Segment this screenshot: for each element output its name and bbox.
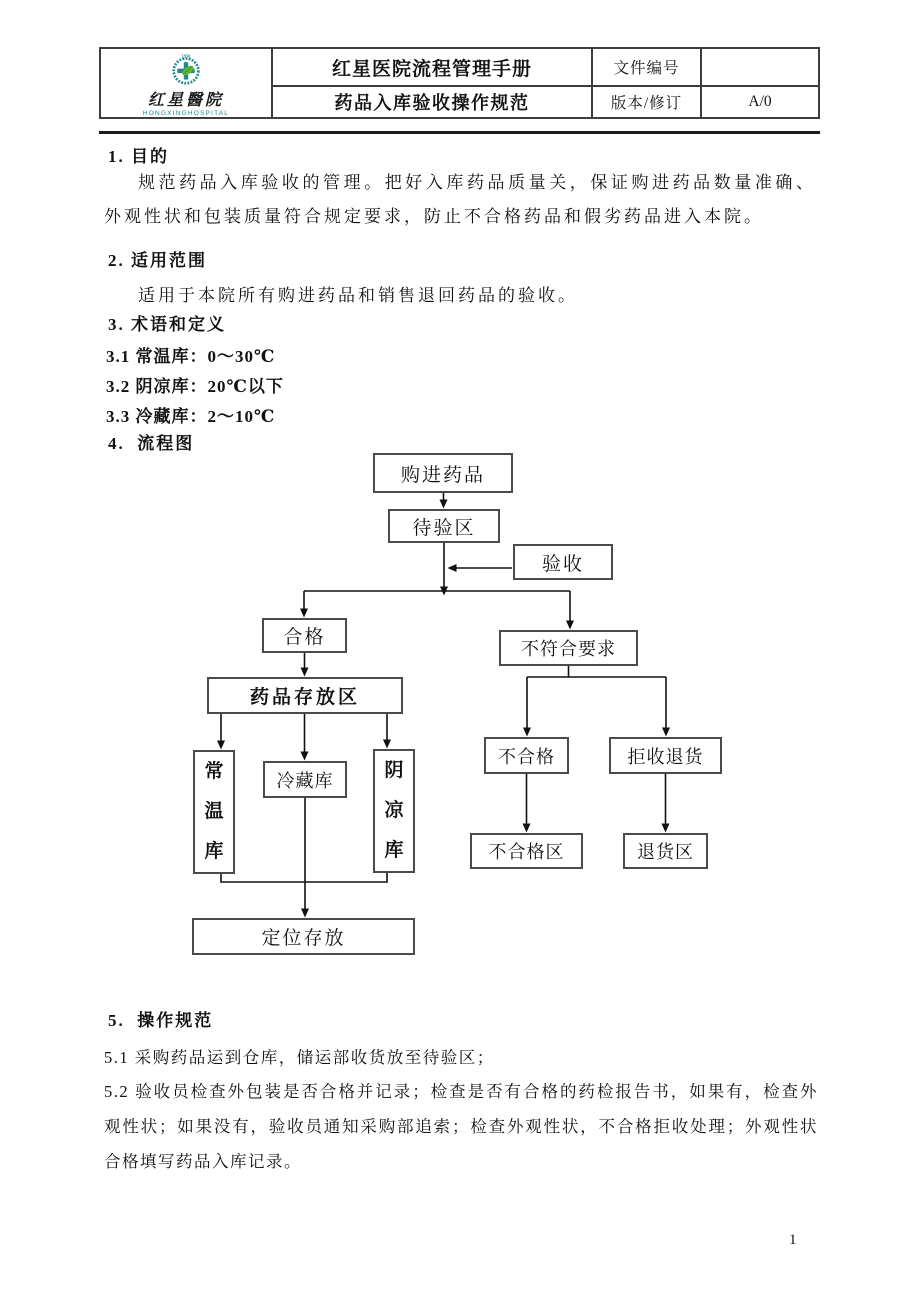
term-cold: 3.3 冷藏库：2～10℃ [106, 407, 276, 426]
section-2-body: 适用于本院所有购进药品和销售退回药品的验收。 [138, 286, 578, 305]
flow-node-unqualified: 不合格 [484, 737, 569, 774]
doc-number-value [700, 49, 818, 85]
flow-node-normal-temp-store [193, 750, 235, 874]
term-normal-temp: 3.1 常温库：0～30℃ [106, 347, 276, 366]
flow-node-inspection: 验收 [513, 544, 613, 580]
flow-node-unqualified-area: 不合格区 [470, 833, 583, 869]
hospital-logo [101, 49, 273, 117]
section-1-heading: 1. 目的 [108, 147, 169, 166]
operation-step-1: 5.1 采购药品运到仓库，储运部收货放至待验区； [104, 1048, 495, 1067]
header-table [99, 47, 820, 119]
flow-node-reject-return: 拒收退货 [609, 737, 722, 774]
flow-node-cool-store-label: 阴凉库 [384, 760, 404, 861]
flow-node-nonconforming: 不符合要求 [499, 630, 638, 666]
section-2-heading: 2. 适用范围 [108, 251, 207, 270]
logo-year: 1950 [181, 53, 191, 59]
flow-node-return-area: 退货区 [623, 833, 708, 869]
section-3-heading: 3. 术语和定义 [108, 315, 226, 334]
doc-number-label: 文件编号 [591, 49, 700, 85]
flow-node-pending-area: 待验区 [388, 509, 500, 543]
flow-node-purchase: 购进药品 [373, 453, 513, 493]
logo-hospital-name-en: HONGXINGHOSPITAL [142, 110, 230, 117]
version-value: A/0 [700, 85, 818, 117]
flow-node-normal-temp-store-label: 常温库 [204, 761, 224, 862]
section-4-heading: 4. 流程图 [108, 434, 195, 453]
page-number: 1 [789, 1232, 797, 1248]
section-5-heading: 5. 操作规范 [108, 1011, 214, 1030]
flow-node-fixed-storage: 定位存放 [192, 918, 415, 955]
hospital-logo-emblem-icon [163, 51, 209, 86]
section-1-body: 规范药品入库验收的管理。把好入库药品质量关，保证购进药品数量准确、外观性状和包装质量符合规定要求，防止不合格药品和假劣药品进入本院。 [104, 173, 816, 226]
flow-node-cold-store: 冷藏库 [263, 761, 347, 798]
operation-step-2: 5.2 验收员检查外包装是否合格并记录；检查是否有合格的药检报告书，如果有，检查外观性状；如果没有，验收员通知采购部追索；检查外观性状，不合格拒收处理；外观性状合格填写药品入库记录。 [104, 1082, 818, 1171]
version-label: 版本/修订 [591, 85, 700, 117]
doc-title: 药品入库验收操作规范 [273, 85, 591, 117]
manual-title: 红星医院流程管理手册 [331, 58, 532, 80]
logo-hospital-name-cn: 红星醫院 [147, 92, 224, 109]
flow-node-qualified: 合格 [262, 618, 347, 653]
flow-node-cool-store [373, 749, 415, 873]
flowchart [0, 450, 920, 965]
flow-node-storage-area: 药品存放区 [207, 677, 403, 714]
header-rule [99, 131, 820, 134]
term-cool: 3.2 阴凉库：20℃以下 [106, 377, 284, 396]
